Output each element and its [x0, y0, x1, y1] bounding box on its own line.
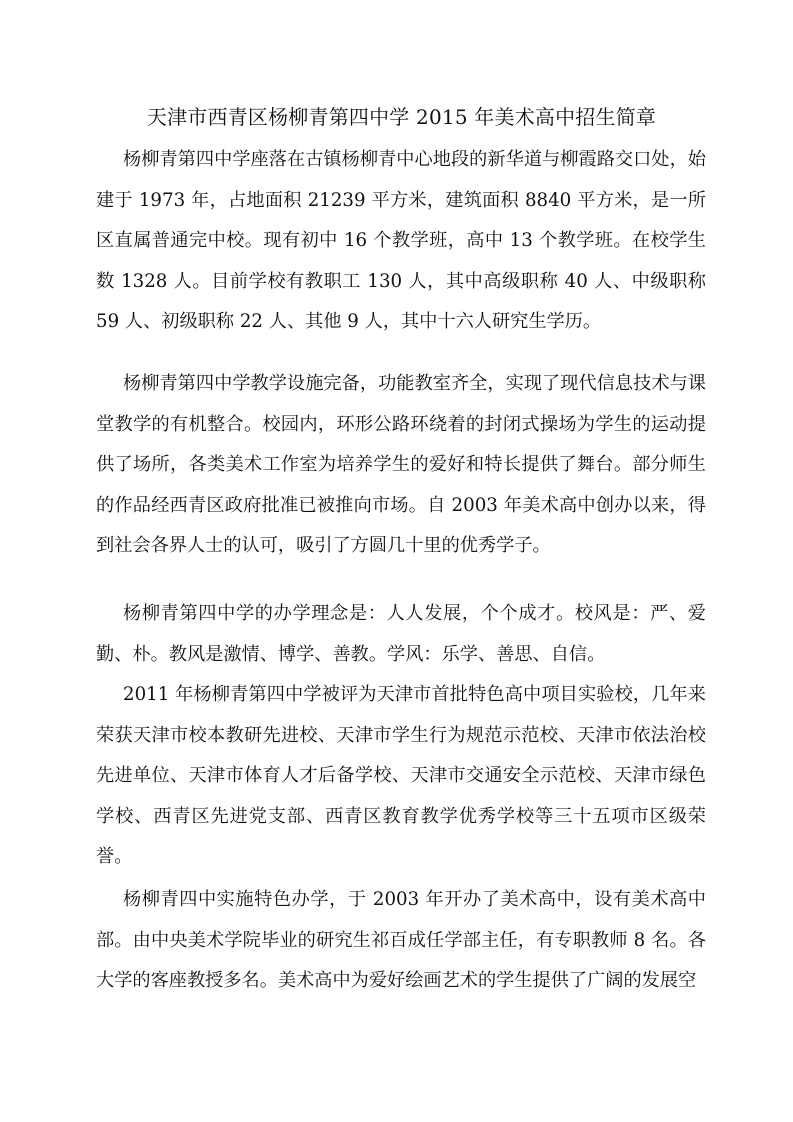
paragraph-facilities: 杨柳青第四中学教学设施完备，功能教室齐全，实现了现代信息技术与课堂教学的有机整合。校园内，环形公路环绕着的封闭式操场为学生的运动提供了场所，各类美术工作室为培养学生的爱好和特长提供了舞台。部分师生的作品经西青区政府批准已被推向市场。自 2003 年美术高中创办以来，得到社会各界人士的认可，吸引了方圆几十里的优秀学子。	[96, 373, 706, 556]
paragraph-philosophy: 杨柳青第四中学的办学理念是：人人发展，个个成才。校风是：严、爱勤、朴。教风是激情、博学、善教。学风：乐学、善思、自信。	[96, 603, 706, 665]
paragraph-art-program: 杨柳青四中实施特色办学，于 2003 年开办了美术高中，设有美术高中部。由中央美术学院毕业的研究生祁百成任学部主任，有专职教师 8 名。各大学的客座教授多名。美术高中为爱好绘画艺术的学生提供了广阔的发展空	[96, 889, 706, 991]
paragraph-school-overview: 杨柳青第四中学座落在古镇杨柳青中心地段的新华道与柳霞路交口处，始建于 1973 年，占地面积 21239 平方米，建筑面积 8840 平方米，是一所区直属普通完中校。现有初中 16 个教学班，高中 13 个教学班。在校学生数 1328 人。目前学校有教职工 130 人，其中高级职称 40 人、中级职称 59 人、初级职称 22 人、其他 9 人，其中十六人研究生学历。	[96, 149, 706, 332]
paragraph-honors: 2011 年杨柳青第四中学被评为天津市首批特色高中项目实验校，几年来荣获天津市校本教研先进校、天津市学生行为规范示范校、天津市依法治校先进单位、天津市体育人才后备学校、天津市交通安全示范校、天津市绿色学校、西青区先进党支部、西青区教育教学优秀学校等三十五项市区级荣誉。	[96, 684, 706, 867]
document-title: 天津市西青区杨柳青第四中学 2015 年美术高中招生简章	[146, 105, 657, 129]
